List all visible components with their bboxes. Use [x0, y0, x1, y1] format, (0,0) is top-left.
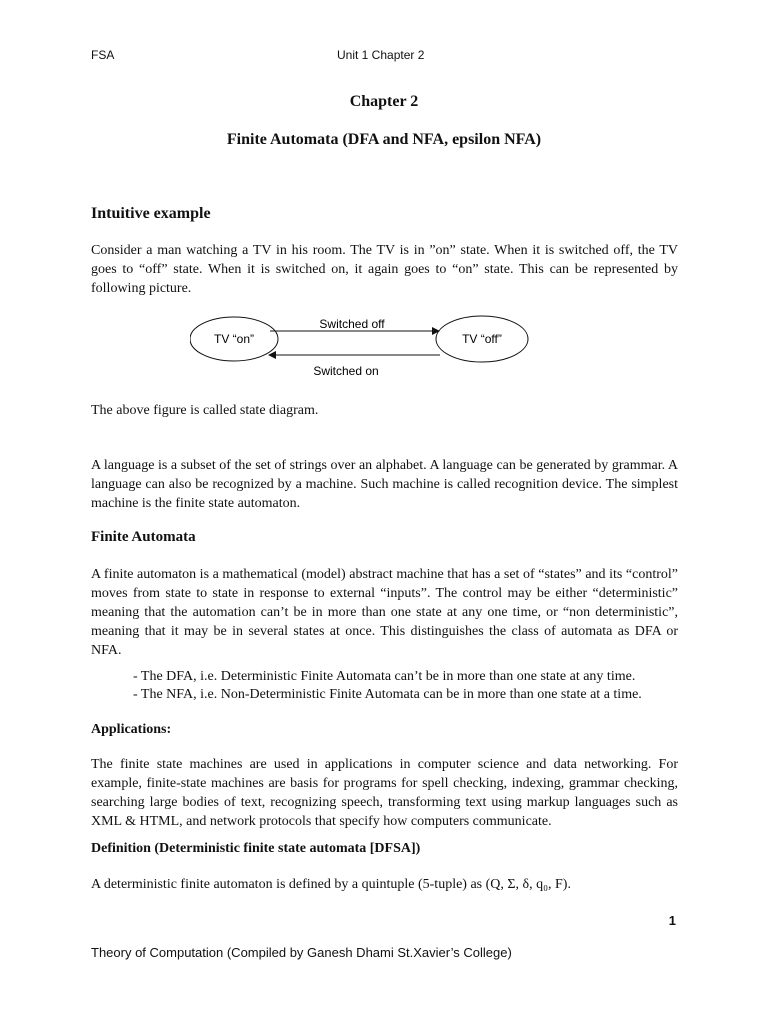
header-left: FSA — [91, 48, 115, 62]
language-paragraph: A language is a subset of the set of strings over an alphabet. A language can be generated by grammar. A language can also be recognized by a machine. Such machine is called recognition device. The simplest machine is the finite state automaton. — [91, 458, 678, 511]
header-center: Unit 1 Chapter 2 — [337, 48, 425, 62]
after-diagram-text: The above figure is called state diagram. — [91, 403, 319, 418]
edge-switched-off-label: Switched off — [319, 317, 385, 331]
chapter-title: Finite Automata (DFA and NFA, epsilon NFA) — [226, 131, 542, 148]
section-definition: Definition (Deterministic finite state automata [DFSA]) — [91, 841, 421, 856]
chapter-heading: Chapter 2 — [349, 93, 419, 110]
definition-paragraph: A deterministic finite automaton is defined by a quintuple (5-tuple) as (Q, Σ, δ, q₀, F). — [91, 877, 571, 892]
bullet-dfa: - The DFA, i.e. Deterministic Finite Automata can’t be in more than one state at any time. — [133, 669, 636, 684]
intuitive-paragraph: Consider a man watching a TV in his room. The TV is in ”on” state. When it is switched off, the TV goes to “off” state. When it is switched on, it again goes to “on” state. This can be represented by following picture. — [91, 243, 678, 296]
section-intuitive-example: Intuitive example — [91, 205, 211, 222]
state-off-label: TV “off” — [462, 332, 502, 346]
finite-automata-paragraph: A finite automaton is a mathematical (model) abstract machine that has a set of “states” and its “control” moves from state to state in response to external “inputs”. The control may be either “deterministic” meaning that the automation can’t be in more than one state at any one time, or “non deterministic”, meaning that it may be in several states at once. This distinguishes the class of automata as DFA or NFA. — [91, 567, 678, 658]
applications-paragraph: The finite state machines are used in applications in computer science and data networking. For example, finite-state machines are basis for programs for spell checking, indexing, grammar checking, searching large bodies of text, recognizing speech, transforming text using markup languages such as XML & HTML, and network protocols that specify how computers communicate. — [91, 757, 678, 829]
edge-switched-on-label: Switched on — [313, 364, 379, 378]
section-finite-automata: Finite Automata — [91, 529, 196, 545]
page-number: 1 — [668, 913, 676, 928]
state-on-label: TV “on” — [213, 332, 255, 346]
state-diagram — [190, 312, 535, 382]
page-footer: Theory of Computation (Compiled by Ganesh Dhami St.Xavier’s College) — [91, 945, 512, 960]
section-applications: Applications: — [91, 722, 172, 737]
bullet-nfa: - The NFA, i.e. Non-Deterministic Finite Automata can be in more than one state at a time. — [133, 687, 642, 702]
